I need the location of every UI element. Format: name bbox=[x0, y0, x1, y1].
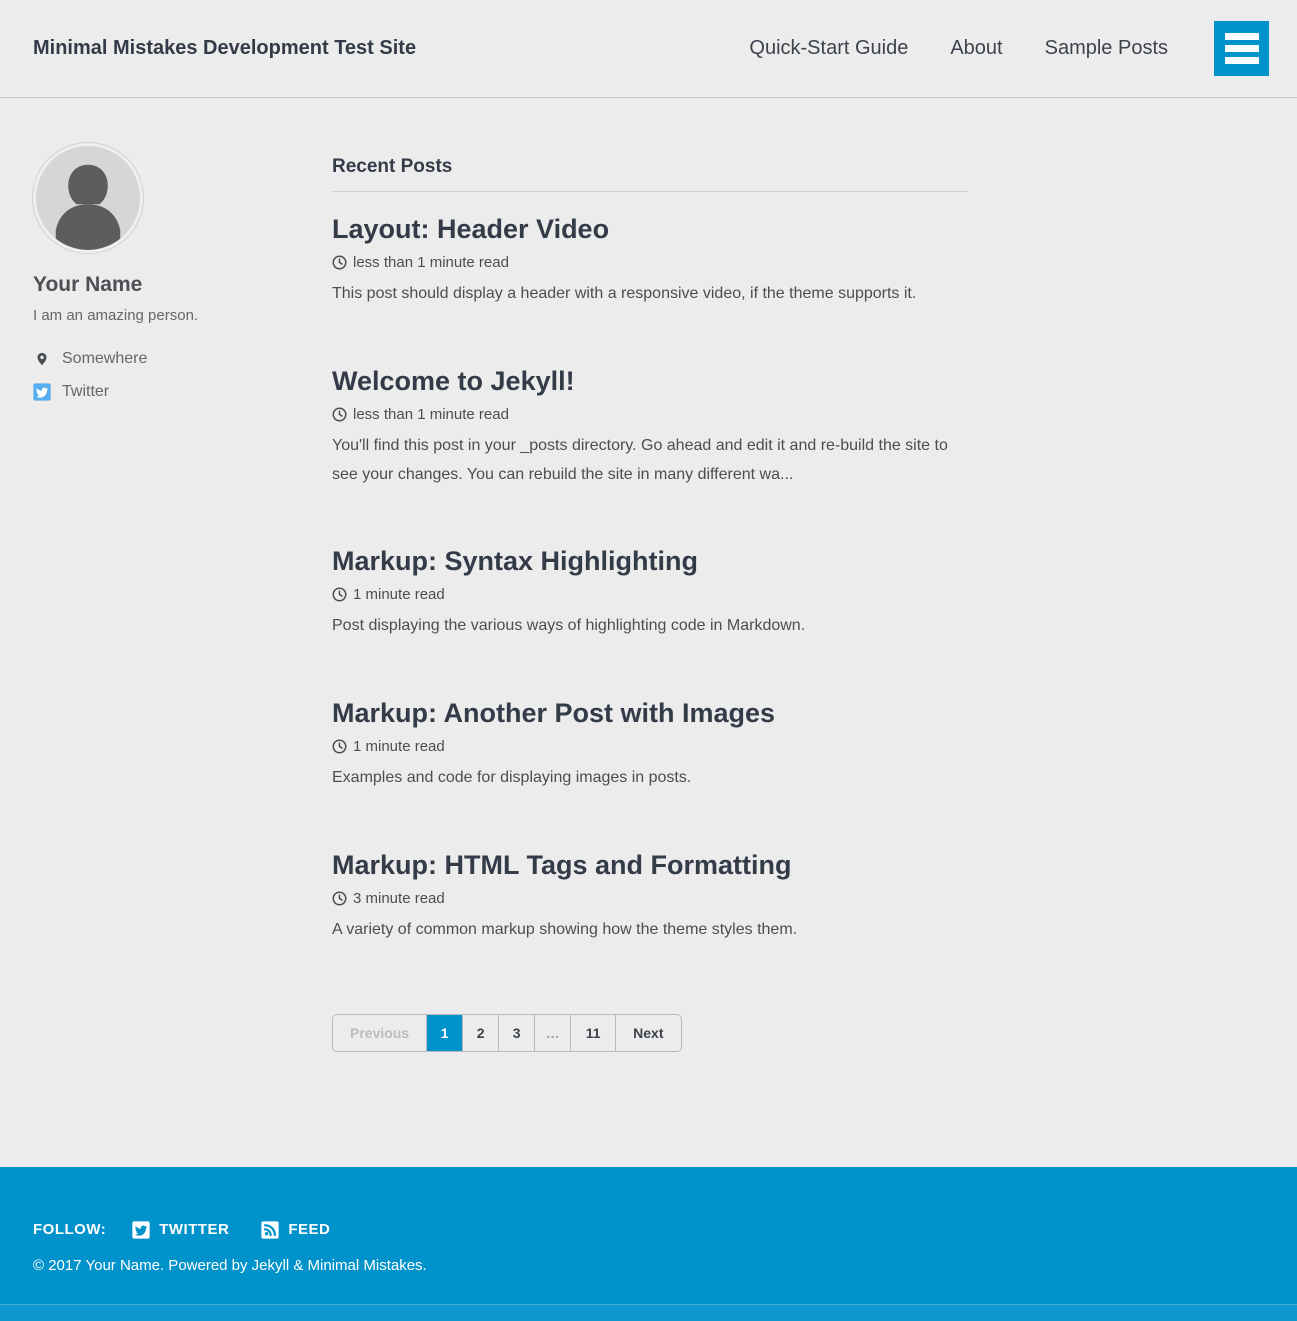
pagination-page-3[interactable]: 3 bbox=[499, 1015, 535, 1051]
nav-item-about[interactable]: About bbox=[950, 37, 1003, 59]
post-excerpt: A variety of common markup showing how the theme styles them. bbox=[332, 920, 798, 938]
clock-icon bbox=[332, 587, 347, 602]
author-link-label: Somewhere bbox=[62, 350, 148, 367]
hamburger-bar bbox=[1225, 45, 1259, 52]
author-link-twitter[interactable] bbox=[33, 383, 283, 401]
read-time: 1 minute read bbox=[353, 586, 445, 604]
main-content bbox=[332, 98, 968, 1167]
post-title-link[interactable]: Layout: Header Video bbox=[332, 214, 610, 244]
pagination-ellipsis: … bbox=[535, 1015, 571, 1051]
masthead-right bbox=[749, 21, 1269, 76]
footer-links bbox=[132, 1221, 330, 1239]
footer-bottom-strip bbox=[0, 1304, 1297, 1321]
location-pin-icon bbox=[33, 350, 51, 368]
post-meta bbox=[332, 406, 968, 423]
nav-item-sample-posts[interactable]: Sample Posts bbox=[1044, 37, 1168, 59]
rss-feed-icon bbox=[261, 1221, 279, 1239]
clock-icon bbox=[332, 255, 347, 270]
post-item bbox=[332, 850, 968, 945]
post-meta bbox=[332, 738, 968, 755]
post-excerpt: You'll find this post in your _posts directory. Go ahead and edit it and re-build the site to see your changes. You can rebuild the site in many different wa... bbox=[332, 436, 948, 483]
copyright: © 2017 Your Name. Powered by Jekyll & Minimal Mistakes. bbox=[33, 1256, 427, 1274]
author-links bbox=[33, 350, 283, 401]
author-name: Your Name bbox=[33, 273, 143, 296]
nav-item-quick-start-guide[interactable]: Quick-Start Guide bbox=[749, 37, 909, 59]
primary-nav bbox=[749, 37, 1168, 60]
clock-icon bbox=[332, 407, 347, 422]
twitter-icon bbox=[132, 1221, 150, 1239]
author-bio: I am an amazing person. bbox=[33, 307, 199, 324]
post-excerpt: This post should display a header with a responsive video, if the theme supports it. bbox=[332, 285, 917, 302]
read-time: 3 minute read bbox=[353, 889, 445, 907]
post-title-link[interactable]: Welcome to Jekyll! bbox=[332, 365, 575, 396]
page-footer bbox=[0, 1167, 1297, 1321]
post-title-link[interactable]: Markup: HTML Tags and Formatting bbox=[332, 849, 792, 880]
pagination-page-11[interactable]: 11 bbox=[571, 1015, 616, 1051]
post-excerpt: Post displaying the various ways of highlighting code in Markdown. bbox=[332, 617, 806, 635]
person-silhouette-icon bbox=[36, 146, 140, 250]
post-title-link[interactable]: Markup: Syntax Highlighting bbox=[332, 546, 699, 577]
follow-label: FOLLOW: bbox=[33, 1221, 107, 1239]
author-link-somewhere bbox=[33, 350, 283, 368]
pagination-previous: Previous bbox=[333, 1015, 427, 1051]
post-excerpt: Examples and code for displaying images in posts. bbox=[332, 769, 692, 787]
hamburger-bar bbox=[1225, 57, 1259, 64]
footer-link-label: FEED bbox=[288, 1221, 331, 1239]
clock-icon bbox=[332, 891, 347, 906]
author-link-label: Twitter bbox=[62, 383, 110, 400]
post-item bbox=[332, 214, 968, 309]
read-time: 1 minute read bbox=[353, 738, 445, 756]
footer-link-twitter[interactable] bbox=[132, 1221, 229, 1239]
follow-row bbox=[33, 1221, 1264, 1239]
post-list bbox=[332, 214, 968, 945]
pagination-page-2[interactable]: 2 bbox=[463, 1015, 499, 1051]
post-meta bbox=[332, 890, 968, 907]
twitter-icon bbox=[33, 383, 51, 401]
footer-link-feed[interactable] bbox=[261, 1221, 330, 1239]
pagination bbox=[332, 1014, 682, 1052]
footer-link-label: TWITTER bbox=[159, 1221, 230, 1239]
read-time: less than 1 minute read bbox=[353, 254, 509, 271]
post-title-link[interactable]: Markup: Another Post with Images bbox=[332, 698, 776, 729]
site-title[interactable]: Minimal Mistakes Development Test Site bbox=[33, 37, 417, 59]
post-item bbox=[332, 698, 968, 793]
page-body bbox=[0, 98, 1297, 1167]
pagination-page-1[interactable]: 1 bbox=[427, 1015, 463, 1051]
read-time: less than 1 minute read bbox=[353, 405, 509, 423]
footer-inner bbox=[0, 1167, 1297, 1304]
pagination-next[interactable]: Next bbox=[633, 1024, 664, 1041]
post-meta bbox=[332, 254, 968, 271]
author-sidebar bbox=[33, 98, 283, 416]
clock-icon bbox=[332, 739, 347, 754]
avatar bbox=[33, 143, 143, 253]
post-item bbox=[332, 366, 968, 490]
post-item bbox=[332, 546, 968, 641]
page-title: Recent Posts bbox=[332, 156, 968, 192]
hamburger-bar bbox=[1225, 33, 1259, 40]
hamburger-menu-icon[interactable] bbox=[1214, 21, 1269, 76]
masthead bbox=[0, 0, 1297, 98]
post-meta bbox=[332, 586, 968, 603]
